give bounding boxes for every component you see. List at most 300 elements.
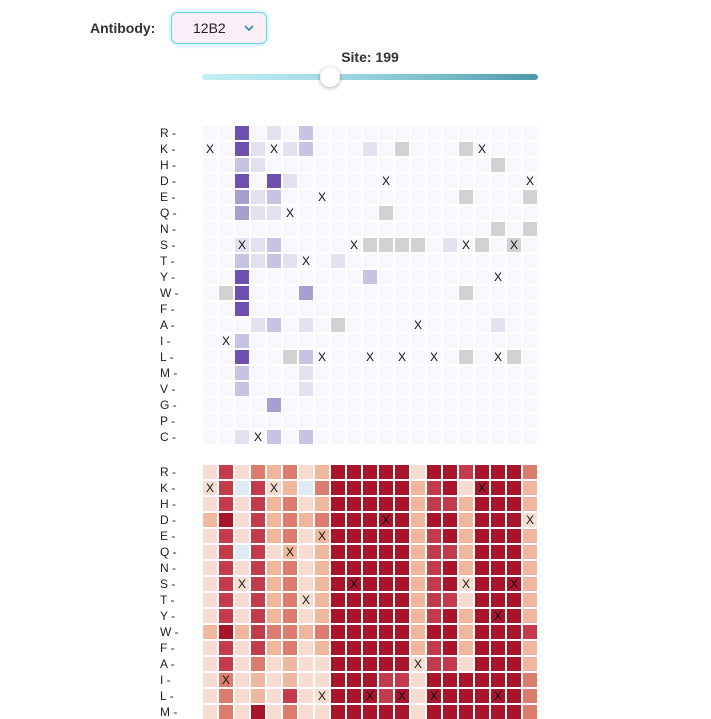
heatmap-cell[interactable] — [523, 430, 537, 444]
heatmap-cell[interactable] — [219, 366, 233, 380]
heatmap-cell[interactable] — [379, 545, 393, 559]
heatmap-cell[interactable] — [299, 206, 313, 220]
heatmap-cell[interactable] — [475, 689, 489, 703]
heatmap-cell[interactable] — [379, 350, 393, 364]
heatmap-cell[interactable] — [507, 174, 521, 188]
heatmap-cell[interactable] — [443, 142, 457, 156]
heatmap-cell[interactable] — [283, 430, 297, 444]
heatmap-cell[interactable] — [363, 465, 377, 479]
heatmap-cell[interactable] — [315, 641, 329, 655]
heatmap-cell[interactable] — [283, 641, 297, 655]
heatmap-cell[interactable] — [219, 206, 233, 220]
heatmap-cell[interactable] — [363, 206, 377, 220]
heatmap-cell[interactable] — [267, 158, 281, 172]
heatmap-cell[interactable] — [379, 318, 393, 332]
heatmap-cell[interactable] — [331, 142, 345, 156]
heatmap-cell[interactable] — [523, 657, 537, 671]
heatmap-cell[interactable] — [363, 545, 377, 559]
heatmap-cell[interactable] — [315, 545, 329, 559]
heatmap-cell[interactable] — [283, 190, 297, 204]
heatmap-cell[interactable] — [379, 625, 393, 639]
heatmap-cell[interactable] — [459, 126, 473, 140]
heatmap-cell[interactable] — [251, 142, 265, 156]
heatmap-cell[interactable] — [347, 254, 361, 268]
heatmap-cell[interactable] — [379, 414, 393, 428]
heatmap-cell[interactable] — [523, 641, 537, 655]
heatmap-cell[interactable] — [331, 350, 345, 364]
heatmap-cell[interactable] — [219, 430, 233, 444]
heatmap-cell[interactable] — [491, 430, 505, 444]
heatmap-cell[interactable] — [443, 366, 457, 380]
heatmap-cell[interactable] — [427, 657, 441, 671]
heatmap-cell[interactable] — [395, 350, 409, 364]
heatmap-cell[interactable] — [331, 302, 345, 316]
heatmap-cell[interactable] — [235, 430, 249, 444]
heatmap-cell[interactable] — [411, 673, 425, 687]
heatmap-cell[interactable] — [507, 206, 521, 220]
heatmap-cell[interactable] — [475, 302, 489, 316]
heatmap-cell[interactable] — [411, 545, 425, 559]
heatmap-cell[interactable] — [459, 334, 473, 348]
heatmap-cell[interactable] — [283, 561, 297, 575]
heatmap-cell[interactable] — [363, 222, 377, 236]
heatmap-cell[interactable] — [475, 481, 489, 495]
heatmap-cell[interactable] — [331, 318, 345, 332]
heatmap-cell[interactable] — [251, 625, 265, 639]
heatmap-cell[interactable] — [459, 350, 473, 364]
heatmap-cell[interactable] — [459, 657, 473, 671]
heatmap-cell[interactable] — [219, 705, 233, 719]
heatmap-cell[interactable] — [395, 673, 409, 687]
heatmap-cell[interactable] — [347, 350, 361, 364]
heatmap-cell[interactable] — [475, 545, 489, 559]
heatmap-cell[interactable] — [267, 238, 281, 252]
heatmap-cell[interactable] — [411, 593, 425, 607]
heatmap-cell[interactable] — [235, 513, 249, 527]
heatmap-cell[interactable] — [315, 222, 329, 236]
heatmap-cell[interactable] — [299, 465, 313, 479]
heatmap-cell[interactable] — [427, 302, 441, 316]
heatmap-cell[interactable] — [379, 577, 393, 591]
heatmap-cell[interactable] — [203, 126, 217, 140]
heatmap-cell[interactable] — [523, 222, 537, 236]
heatmap-cell[interactable] — [491, 206, 505, 220]
heatmap-cell[interactable] — [347, 190, 361, 204]
heatmap-cell[interactable] — [459, 689, 473, 703]
heatmap-cell[interactable] — [411, 641, 425, 655]
heatmap-cell[interactable] — [427, 705, 441, 719]
heatmap-cell[interactable] — [267, 190, 281, 204]
heatmap-cell[interactable] — [203, 641, 217, 655]
heatmap-cell[interactable] — [427, 465, 441, 479]
heatmap-cell[interactable] — [459, 465, 473, 479]
heatmap-cell[interactable] — [283, 414, 297, 428]
heatmap-cell[interactable] — [235, 254, 249, 268]
heatmap-cell[interactable] — [219, 609, 233, 623]
heatmap-cell[interactable] — [315, 382, 329, 396]
heatmap-cell[interactable] — [235, 577, 249, 591]
heatmap-cell[interactable] — [427, 254, 441, 268]
heatmap-cell[interactable] — [315, 561, 329, 575]
heatmap-cell[interactable] — [347, 545, 361, 559]
heatmap-cell[interactable] — [395, 366, 409, 380]
heatmap-cell[interactable] — [459, 513, 473, 527]
heatmap-cell[interactable] — [331, 158, 345, 172]
heatmap-cell[interactable] — [475, 593, 489, 607]
heatmap-cell[interactable] — [299, 334, 313, 348]
heatmap-cell[interactable] — [379, 238, 393, 252]
heatmap-cell[interactable] — [507, 254, 521, 268]
heatmap-cell[interactable] — [347, 609, 361, 623]
heatmap-cell[interactable] — [347, 126, 361, 140]
heatmap-cell[interactable] — [251, 577, 265, 591]
heatmap-cell[interactable] — [267, 398, 281, 412]
heatmap-cell[interactable] — [251, 382, 265, 396]
heatmap-cell[interactable] — [443, 497, 457, 511]
heatmap-cell[interactable] — [235, 366, 249, 380]
heatmap-cell[interactable] — [203, 318, 217, 332]
heatmap-cell[interactable] — [523, 318, 537, 332]
heatmap-cell[interactable] — [267, 318, 281, 332]
heatmap-cell[interactable] — [411, 689, 425, 703]
heatmap-cell[interactable] — [395, 430, 409, 444]
heatmap-cell[interactable] — [379, 222, 393, 236]
heatmap-cell[interactable] — [251, 366, 265, 380]
heatmap-cell[interactable] — [299, 593, 313, 607]
heatmap-cell[interactable] — [443, 238, 457, 252]
heatmap-cell[interactable] — [523, 158, 537, 172]
heatmap-cell[interactable] — [331, 190, 345, 204]
heatmap-cell[interactable] — [251, 529, 265, 543]
heatmap-cell[interactable] — [283, 366, 297, 380]
heatmap-cell[interactable] — [347, 497, 361, 511]
heatmap-cell[interactable] — [459, 174, 473, 188]
heatmap-cell[interactable] — [395, 222, 409, 236]
heatmap-cell[interactable] — [203, 398, 217, 412]
heatmap-cell[interactable] — [331, 625, 345, 639]
heatmap-cell[interactable] — [203, 350, 217, 364]
heatmap-cell[interactable] — [523, 334, 537, 348]
heatmap-cell[interactable] — [395, 481, 409, 495]
heatmap-cell[interactable] — [315, 190, 329, 204]
heatmap-cell[interactable] — [299, 142, 313, 156]
heatmap-cell[interactable] — [411, 238, 425, 252]
heatmap-cell[interactable] — [251, 481, 265, 495]
heatmap-cell[interactable] — [203, 190, 217, 204]
heatmap-cell[interactable] — [475, 414, 489, 428]
heatmap-cell[interactable] — [299, 302, 313, 316]
heatmap-cell[interactable] — [203, 609, 217, 623]
heatmap-cell[interactable] — [331, 545, 345, 559]
heatmap-cell[interactable] — [363, 481, 377, 495]
heatmap-cell[interactable] — [315, 609, 329, 623]
heatmap-cell[interactable] — [363, 350, 377, 364]
heatmap-cell[interactable] — [379, 481, 393, 495]
heatmap-cell[interactable] — [443, 318, 457, 332]
heatmap-cell[interactable] — [331, 254, 345, 268]
heatmap-cell[interactable] — [219, 238, 233, 252]
heatmap-cell[interactable] — [235, 561, 249, 575]
heatmap-cell[interactable] — [283, 270, 297, 284]
heatmap-cell[interactable] — [283, 334, 297, 348]
heatmap-cell[interactable] — [299, 513, 313, 527]
heatmap-cell[interactable] — [443, 657, 457, 671]
heatmap-cell[interactable] — [443, 529, 457, 543]
heatmap-cell[interactable] — [363, 286, 377, 300]
heatmap-cell[interactable] — [235, 302, 249, 316]
heatmap-cell[interactable] — [251, 513, 265, 527]
heatmap-cell[interactable] — [443, 513, 457, 527]
heatmap-cell[interactable] — [443, 382, 457, 396]
heatmap-cell[interactable] — [459, 254, 473, 268]
heatmap-cell[interactable] — [283, 481, 297, 495]
heatmap-cell[interactable] — [203, 673, 217, 687]
heatmap-cell[interactable] — [475, 222, 489, 236]
heatmap-cell[interactable] — [459, 318, 473, 332]
heatmap-cell[interactable] — [443, 286, 457, 300]
heatmap-cell[interactable] — [379, 142, 393, 156]
heatmap-cell[interactable] — [203, 334, 217, 348]
heatmap-cell[interactable] — [507, 561, 521, 575]
heatmap-cell[interactable] — [267, 497, 281, 511]
heatmap-cell[interactable] — [235, 238, 249, 252]
heatmap-cell[interactable] — [475, 190, 489, 204]
heatmap-cell[interactable] — [411, 302, 425, 316]
heatmap-cell[interactable] — [395, 286, 409, 300]
heatmap-cell[interactable] — [219, 689, 233, 703]
heatmap-cell[interactable] — [235, 286, 249, 300]
heatmap-cell[interactable] — [347, 577, 361, 591]
heatmap-cell[interactable] — [283, 142, 297, 156]
heatmap-cell[interactable] — [267, 174, 281, 188]
heatmap-cell[interactable] — [459, 238, 473, 252]
heatmap-cell[interactable] — [347, 561, 361, 575]
heatmap-cell[interactable] — [523, 398, 537, 412]
heatmap-cell[interactable] — [427, 158, 441, 172]
heatmap-cell[interactable] — [507, 158, 521, 172]
heatmap-cell[interactable] — [459, 158, 473, 172]
heatmap-cell[interactable] — [411, 382, 425, 396]
heatmap-cell[interactable] — [331, 465, 345, 479]
heatmap-cell[interactable] — [347, 238, 361, 252]
heatmap-cell[interactable] — [491, 126, 505, 140]
heatmap-cell[interactable] — [219, 593, 233, 607]
heatmap-cell[interactable] — [475, 657, 489, 671]
heatmap-cell[interactable] — [331, 286, 345, 300]
heatmap-cell[interactable] — [507, 382, 521, 396]
heatmap-cell[interactable] — [283, 382, 297, 396]
antibody-select[interactable] — [171, 12, 267, 44]
heatmap-cell[interactable] — [363, 190, 377, 204]
heatmap-cell[interactable] — [283, 350, 297, 364]
heatmap-cell[interactable] — [363, 366, 377, 380]
heatmap-cell[interactable] — [203, 270, 217, 284]
heatmap-cell[interactable] — [299, 158, 313, 172]
heatmap-cell[interactable] — [427, 577, 441, 591]
heatmap-cell[interactable] — [427, 286, 441, 300]
heatmap-cell[interactable] — [235, 398, 249, 412]
heatmap-cell[interactable] — [395, 334, 409, 348]
heatmap-cell[interactable] — [347, 529, 361, 543]
heatmap-cell[interactable] — [235, 318, 249, 332]
heatmap-cell[interactable] — [395, 126, 409, 140]
heatmap-cell[interactable] — [235, 334, 249, 348]
heatmap-cell[interactable] — [395, 206, 409, 220]
heatmap-cell[interactable] — [379, 270, 393, 284]
heatmap-cell[interactable] — [283, 238, 297, 252]
heatmap-cell[interactable] — [267, 206, 281, 220]
heatmap-cell[interactable] — [427, 142, 441, 156]
heatmap-cell[interactable] — [203, 430, 217, 444]
heatmap-cell[interactable] — [363, 414, 377, 428]
heatmap-cell[interactable] — [475, 465, 489, 479]
heatmap-cell[interactable] — [427, 430, 441, 444]
heatmap-cell[interactable] — [459, 609, 473, 623]
heatmap-cell[interactable] — [523, 350, 537, 364]
heatmap-cell[interactable] — [379, 366, 393, 380]
heatmap-cell[interactable] — [427, 318, 441, 332]
heatmap-cell[interactable] — [235, 174, 249, 188]
heatmap-cell[interactable] — [331, 270, 345, 284]
heatmap-cell[interactable] — [443, 673, 457, 687]
heatmap-cell[interactable] — [203, 174, 217, 188]
heatmap-cell[interactable] — [331, 657, 345, 671]
heatmap-cell[interactable] — [315, 142, 329, 156]
heatmap-cell[interactable] — [331, 609, 345, 623]
heatmap-cell[interactable] — [427, 414, 441, 428]
heatmap-cell[interactable] — [347, 513, 361, 527]
heatmap-cell[interactable] — [395, 302, 409, 316]
heatmap-cell[interactable] — [203, 286, 217, 300]
heatmap-cell[interactable] — [267, 545, 281, 559]
heatmap-cell[interactable] — [523, 126, 537, 140]
heatmap-cell[interactable] — [379, 382, 393, 396]
heatmap-cell[interactable] — [475, 126, 489, 140]
heatmap-cell[interactable] — [331, 126, 345, 140]
heatmap-cell[interactable] — [507, 366, 521, 380]
heatmap-cell[interactable] — [267, 561, 281, 575]
heatmap-cell[interactable] — [331, 366, 345, 380]
heatmap-cell[interactable] — [219, 577, 233, 591]
heatmap-cell[interactable] — [491, 657, 505, 671]
heatmap-cell[interactable] — [315, 625, 329, 639]
heatmap-cell[interactable] — [427, 350, 441, 364]
heatmap-cell[interactable] — [283, 625, 297, 639]
heatmap-cell[interactable] — [379, 126, 393, 140]
heatmap-cell[interactable] — [443, 302, 457, 316]
heatmap-cell[interactable] — [411, 481, 425, 495]
heatmap-cell[interactable] — [507, 593, 521, 607]
heatmap-cell[interactable] — [267, 705, 281, 719]
heatmap-cell[interactable] — [283, 254, 297, 268]
heatmap-cell[interactable] — [235, 545, 249, 559]
heatmap-cell[interactable] — [395, 561, 409, 575]
heatmap-cell[interactable] — [443, 126, 457, 140]
heatmap-cell[interactable] — [347, 657, 361, 671]
heatmap-cell[interactable] — [267, 593, 281, 607]
heatmap-cell[interactable] — [491, 222, 505, 236]
heatmap-cell[interactable] — [331, 577, 345, 591]
heatmap-cell[interactable] — [507, 126, 521, 140]
heatmap-cell[interactable] — [363, 561, 377, 575]
heatmap-cell[interactable] — [283, 174, 297, 188]
heatmap-cell[interactable] — [267, 430, 281, 444]
heatmap-cell[interactable] — [523, 673, 537, 687]
heatmap-cell[interactable] — [347, 318, 361, 332]
heatmap-cell[interactable] — [203, 561, 217, 575]
heatmap-cell[interactable] — [267, 254, 281, 268]
heatmap-cell[interactable] — [507, 270, 521, 284]
heatmap-cell[interactable] — [299, 190, 313, 204]
heatmap-cell[interactable] — [379, 465, 393, 479]
heatmap-cell[interactable] — [235, 350, 249, 364]
heatmap-cell[interactable] — [267, 609, 281, 623]
heatmap-cell[interactable] — [411, 414, 425, 428]
heatmap-cell[interactable] — [443, 609, 457, 623]
heatmap-cell[interactable] — [283, 529, 297, 543]
heatmap-cell[interactable] — [507, 625, 521, 639]
heatmap-cell[interactable] — [347, 398, 361, 412]
heatmap-cell[interactable] — [331, 481, 345, 495]
heatmap-cell[interactable] — [427, 334, 441, 348]
heatmap-cell[interactable] — [251, 222, 265, 236]
heatmap-cell[interactable] — [475, 334, 489, 348]
heatmap-cell[interactable] — [219, 641, 233, 655]
heatmap-cell[interactable] — [379, 430, 393, 444]
heatmap-cell[interactable] — [379, 206, 393, 220]
heatmap-cell[interactable] — [347, 222, 361, 236]
heatmap-cell[interactable] — [283, 465, 297, 479]
heatmap-cell[interactable] — [443, 158, 457, 172]
heatmap-cell[interactable] — [443, 545, 457, 559]
heatmap-cell[interactable] — [267, 222, 281, 236]
heatmap-cell[interactable] — [363, 174, 377, 188]
heatmap-cell[interactable] — [379, 497, 393, 511]
heatmap-cell[interactable] — [219, 286, 233, 300]
heatmap-cell[interactable] — [251, 561, 265, 575]
heatmap-cell[interactable] — [379, 705, 393, 719]
heatmap-cell[interactable] — [299, 254, 313, 268]
heatmap-cell[interactable] — [363, 430, 377, 444]
heatmap-cell[interactable] — [347, 593, 361, 607]
heatmap-cell[interactable] — [331, 497, 345, 511]
heatmap-cell[interactable] — [379, 190, 393, 204]
heatmap-cell[interactable] — [347, 465, 361, 479]
heatmap-cell[interactable] — [459, 206, 473, 220]
heatmap-cell[interactable] — [411, 513, 425, 527]
heatmap-cell[interactable] — [235, 625, 249, 639]
heatmap-cell[interactable] — [523, 497, 537, 511]
heatmap-cell[interactable] — [379, 158, 393, 172]
heatmap-cell[interactable] — [315, 302, 329, 316]
heatmap-cell[interactable] — [507, 577, 521, 591]
heatmap-cell[interactable] — [395, 593, 409, 607]
heatmap-cell[interactable] — [267, 302, 281, 316]
heatmap-cell[interactable] — [411, 126, 425, 140]
heatmap-cell[interactable] — [475, 641, 489, 655]
heatmap-cell[interactable] — [267, 657, 281, 671]
heatmap-cell[interactable] — [507, 641, 521, 655]
heatmap-cell[interactable] — [427, 545, 441, 559]
heatmap-cell[interactable] — [363, 270, 377, 284]
heatmap-cell[interactable] — [363, 398, 377, 412]
heatmap-cell[interactable] — [251, 334, 265, 348]
heatmap-cell[interactable] — [315, 705, 329, 719]
heatmap-cell[interactable] — [459, 625, 473, 639]
heatmap-cell[interactable] — [363, 142, 377, 156]
heatmap-cell[interactable] — [491, 190, 505, 204]
heatmap-cell[interactable] — [331, 334, 345, 348]
